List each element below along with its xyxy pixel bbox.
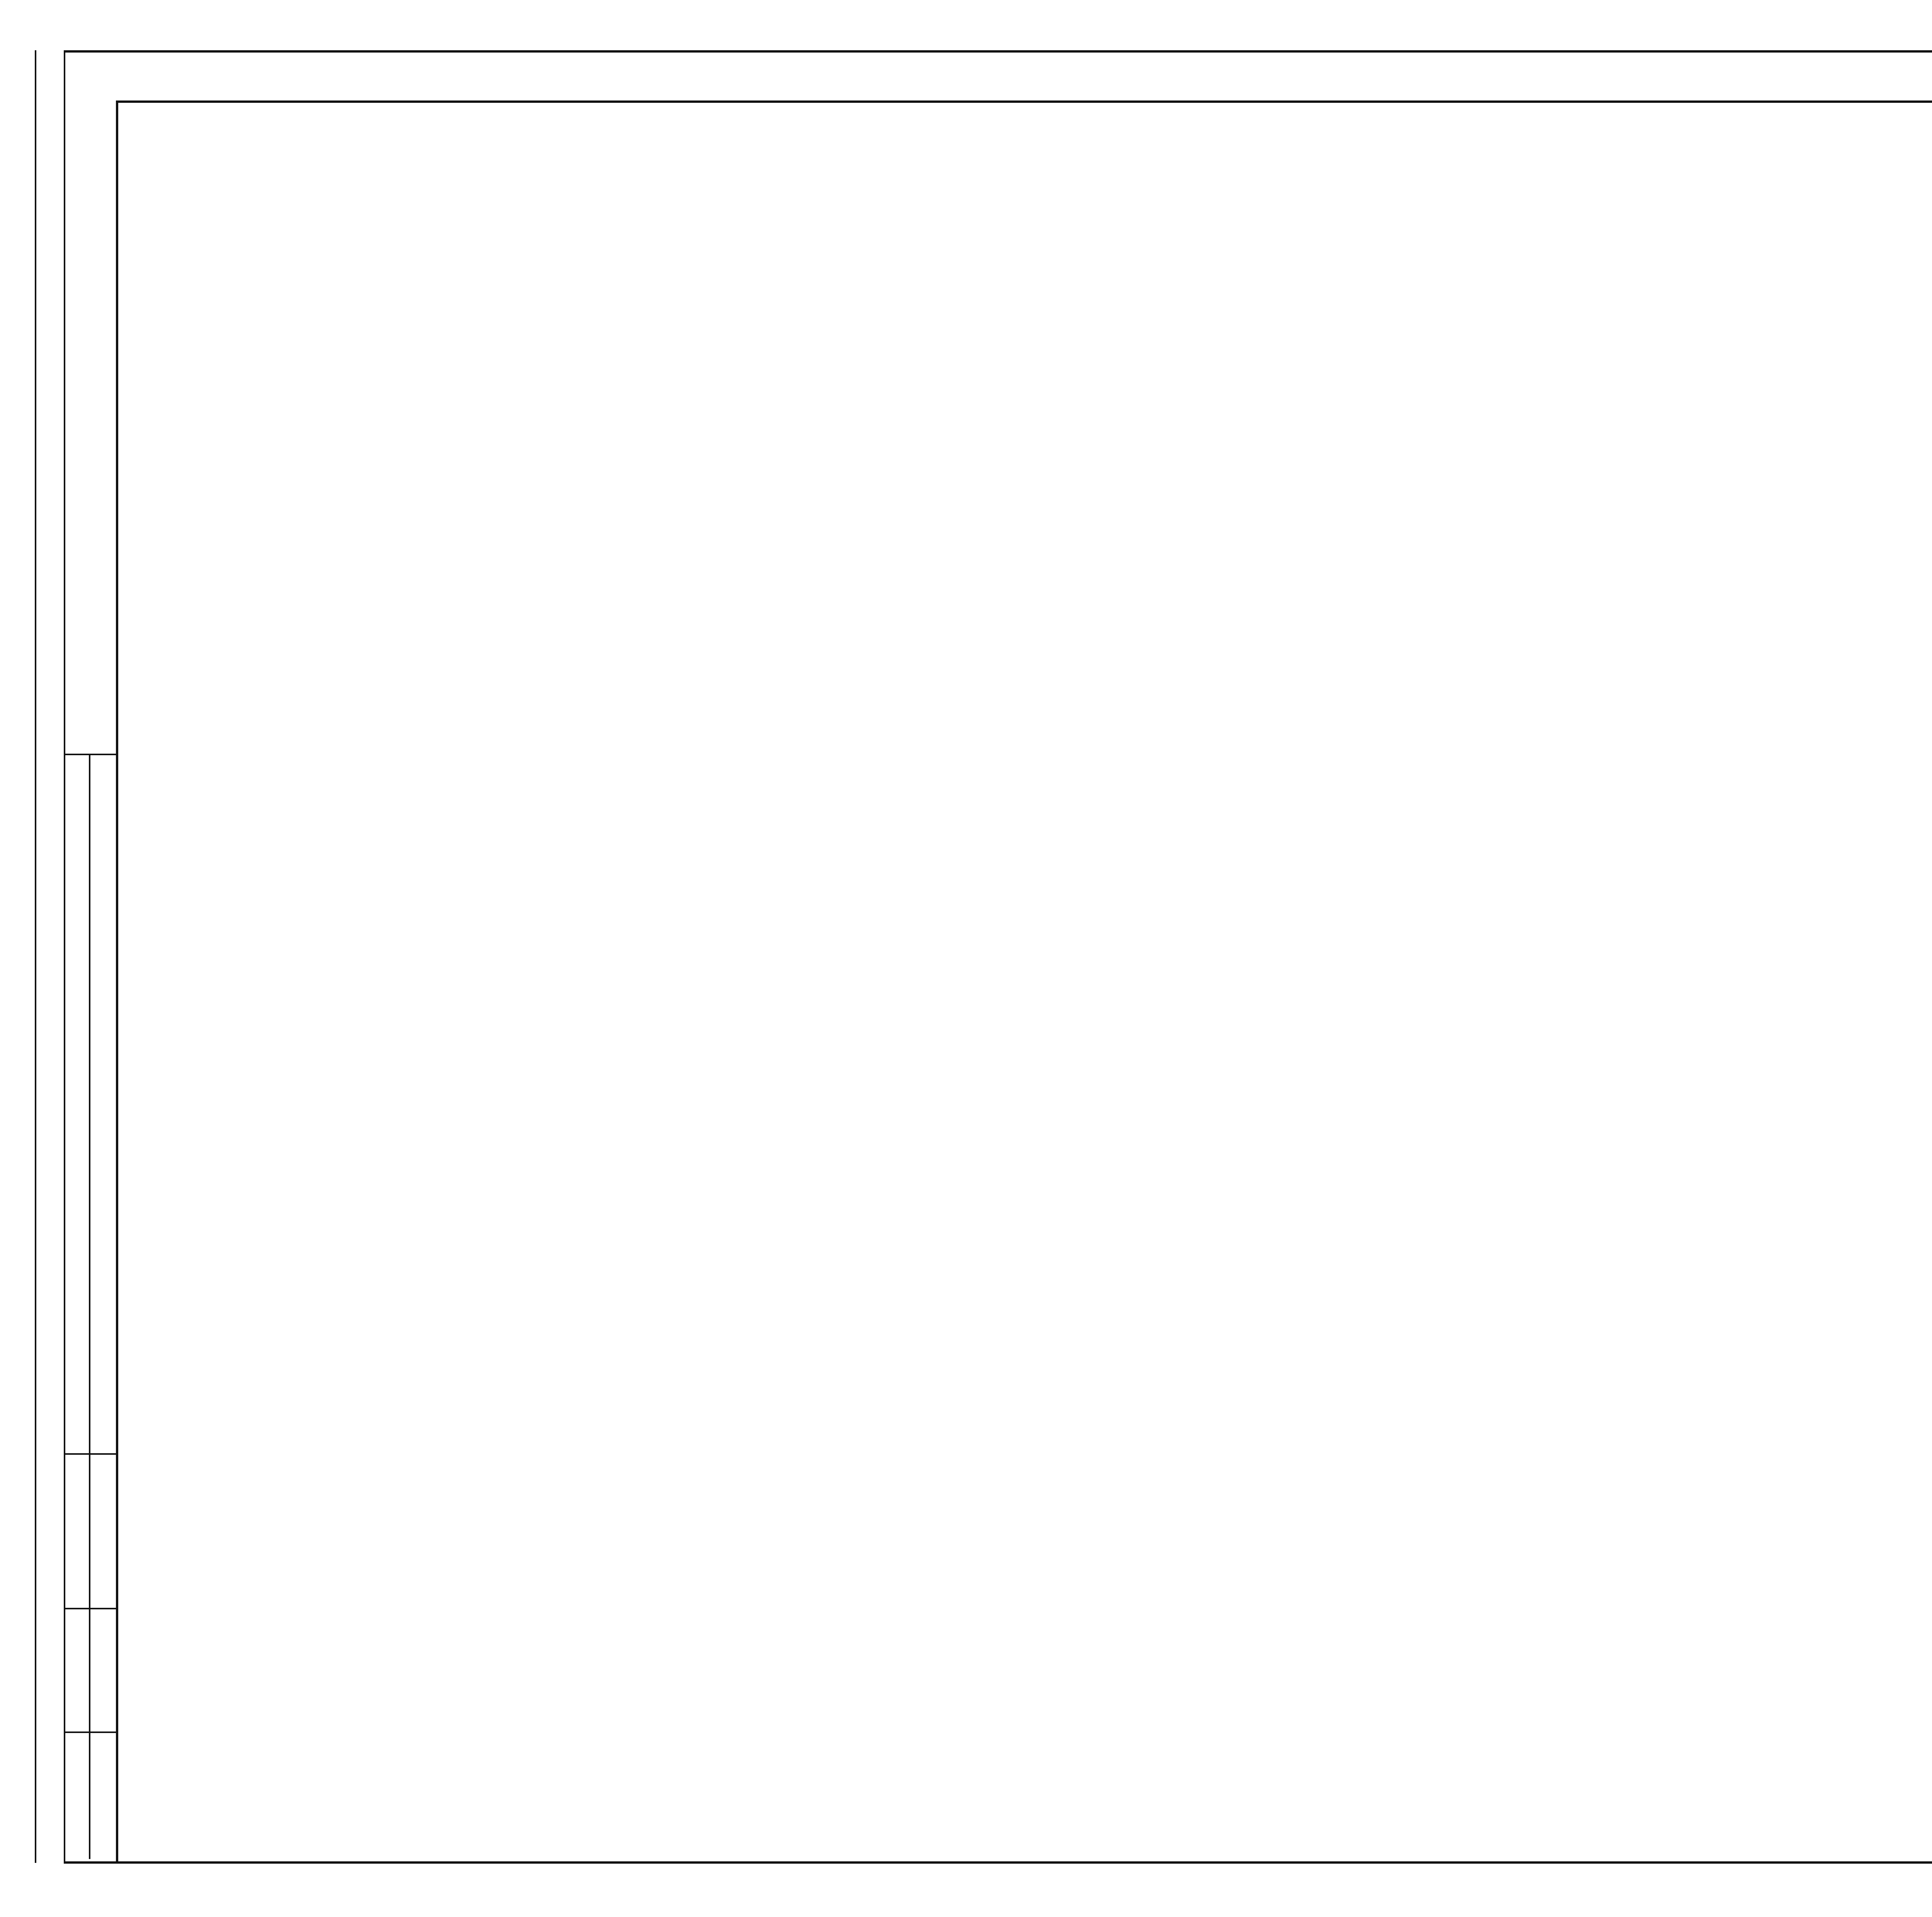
soglasovano-label [43, 1237, 66, 1453]
stamp-podpis [79, 1587, 99, 1749]
sheet-ref [81, 162, 135, 186]
stamp-vzam [79, 1447, 99, 1610]
group-panels-title [340, 1299, 1349, 1326]
